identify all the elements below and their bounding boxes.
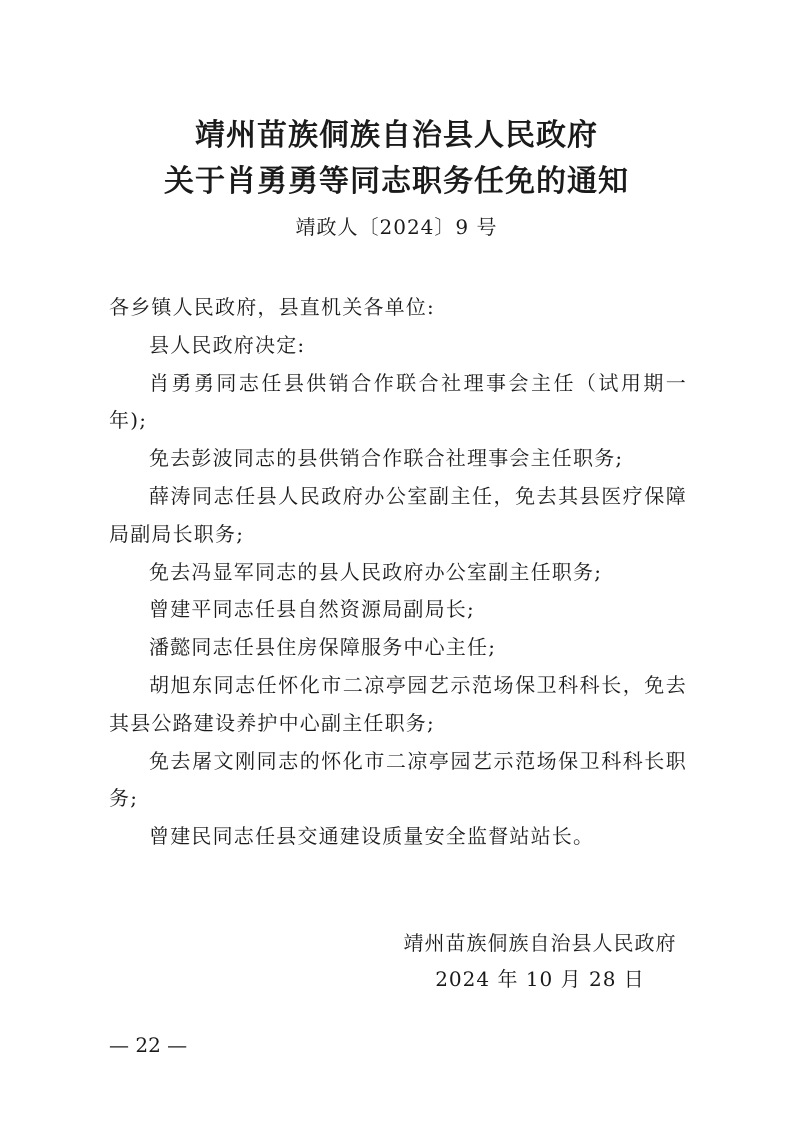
paragraph-appointment: 曾建民同志任县交通建设质量安全监督站站长。 bbox=[149, 824, 595, 849]
paragraph-removal: 免去屠文刚同志的怀化市二凉亭园艺示范场保卫科科长职务; bbox=[109, 748, 687, 811]
paragraph-appointment: 薛涛同志任县人民政府办公室副主任，免去其县医疗保障局副局长职务; bbox=[109, 483, 687, 546]
paragraph-appointment: 肖勇勇同志任县供销合作联合社理事会主任（试用期一年); bbox=[109, 370, 687, 433]
signature-organization: 靖州苗族侗族自治县人民政府 bbox=[403, 931, 677, 955]
document-body bbox=[109, 289, 687, 856]
document-number: 靖政人〔2024〕9 号 bbox=[295, 215, 498, 239]
paragraph-appointment: 潘懿同志任县住房保障服务中心主任; bbox=[149, 635, 497, 660]
salutation: 各乡镇人民政府，县直机关各单位: bbox=[109, 295, 435, 319]
page-number: — 22 — bbox=[109, 1033, 188, 1057]
document-title-line-1: 靖州苗族侗族自治县人民政府 bbox=[195, 118, 598, 153]
paragraph-decision: 县人民政府决定: bbox=[149, 332, 306, 357]
paragraph-appointment: 曾建平同志任县自然资源局副局长; bbox=[149, 597, 475, 622]
document-title-line-2: 关于肖勇勇等同志职务任免的通知 bbox=[164, 164, 629, 199]
signature-date: 2024 年 10 月 28 日 bbox=[435, 967, 645, 991]
paragraph-removal: 免去冯显军同志的县人民政府办公室副主任职务; bbox=[149, 559, 603, 584]
paragraph-removal: 免去彭波同志的县供销合作联合社理事会主任职务; bbox=[149, 446, 624, 471]
paragraph-appointment: 胡旭东同志任怀化市二凉亭园艺示范场保卫科科长，免去其县公路建设养护中心副主任职务; bbox=[109, 672, 687, 735]
